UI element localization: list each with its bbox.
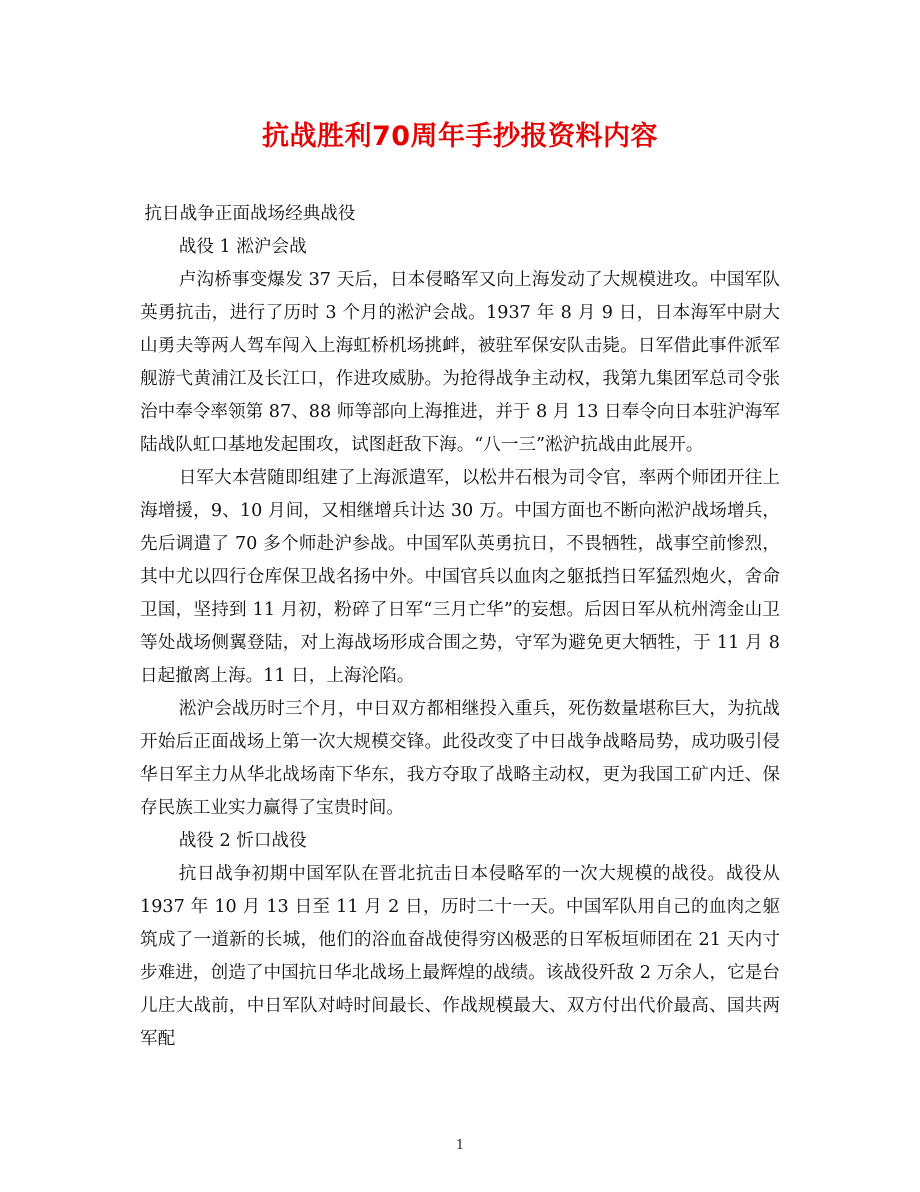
- paragraph-4: 抗日战争初期中国军队在晋北抗击日本侵略军的一次大规模的战役。战役从 1937 年 10 月 13 日至 11 月 2 日，历时二十一天。中国军队用自己的血肉之躯筑成了一道新的长城，他们的浴血奋战使得穷凶极恶的日军板垣师团在 21 天内寸步难进，创造了中国抗日华北战场上最辉煌的战绩。该战役歼敌 2 万余人，它是台儿庄大战前，中日军队对峙时间最长、作战规模最大、双方付出代价最高、国共两军配: [140, 864, 780, 1049]
- section-heading: 抗日战争正面战场经典战役: [144, 204, 356, 224]
- paragraph-2: 日军大本营随即组建了上海派遣军，以松井石根为司令官，率两个师团开往上海增援，9、10 月间，又相继增兵计达 30 万。中国方面也不断向淞沪战场增兵，先后调遣了 70 多个师赴沪参战。中国军队英勇抗日，不畏牺牲，战事空前惨烈，其中尤以四行仓库保卫战名扬中外。中国官兵以血肉之躯抵挡日军猛烈炮火，舍命卫国，坚持到 11 月初，粉碎了日军“三月亡华”的妄想。后因日军从杭州湾金山卫等处战场侧翼登陆，对上海战场形成合围之势，守军为避免更大牺牲，于 11 月 8 日起撤离上海。11 日，上海沦陷。: [140, 468, 780, 686]
- battle-heading-1: 战役 1 淞沪会战: [178, 237, 307, 257]
- document-title: 抗战胜利70周年手抄报资料内容: [261, 121, 659, 152]
- document-body: [140, 198, 780, 1056]
- battle-heading-2: 战役 2 忻口战役: [178, 831, 307, 851]
- page-number: 1: [455, 1138, 465, 1153]
- paragraph-1: 卢沟桥事变爆发 37 天后，日本侵略军又向上海发动了大规模进攻。中国军队英勇抗击，进行了历时 3 个月的淞沪会战。1937 年 8 月 9 日，日本海军中尉大山勇夫等两人驾车闯入上海虹桥机场挑衅，被驻军保安队击毙。日军借此事件派军舰游弋黄浦江及长江口，作进攻威胁。为抢得战争主动权，我第九集团军总司令张治中奉令率领第 87、88 师等部向上海推进，并于 8 月 13 日奉令向日本驻沪海军陆战队虹口基地发起围攻，试图赶敌下海。“八一三”淞沪抗战由此展开。: [140, 270, 780, 455]
- paragraph-3: 淞沪会战历时三个月，中日双方都相继投入重兵，死伤数量堪称巨大，为抗战开始后正面战场上第一次大规模交锋。此役改变了中日战争战略局势，成功吸引侵华日军主力从华北战场南下华东，我方夺取了战略主动权，更为我国工矿内迁、保存民族工业实力赢得了宝贵时间。: [140, 699, 780, 818]
